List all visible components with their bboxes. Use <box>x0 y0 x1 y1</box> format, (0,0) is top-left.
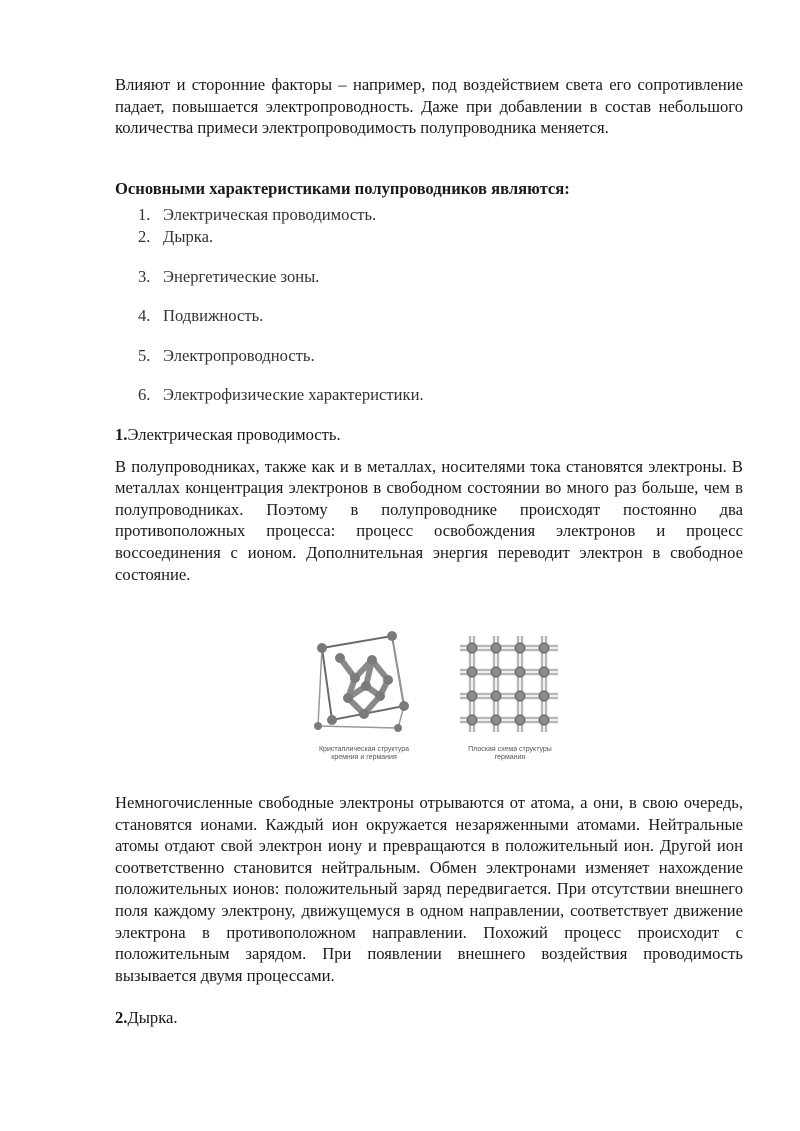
list-item-label: Электрическая проводимость. <box>163 205 377 225</box>
section2-heading <box>115 1007 743 1029</box>
list-item-number: 1. <box>138 205 151 225</box>
list-item-label: Дырка. <box>163 226 214 246</box>
section1-paragraph1: В полупроводниках, также как и в металлах, носителями тока становятся электроны. В металлах концентрация электронов в свободном состоянии во много раз больше, чем в полупроводниках. Поэтому в полупроводнике происходят постоянно два противоположных процесса: процесс освобождения электронов и процесс воссоединения с ионом. Дополнительная энергия переводит электрон в свободное состояние. <box>115 456 743 584</box>
section1-heading <box>115 424 743 446</box>
document-page-continued <box>115 792 743 1029</box>
list-item-number: 5. <box>138 345 151 365</box>
list-item <box>115 305 743 327</box>
document-page <box>115 74 743 585</box>
list-item <box>115 345 743 367</box>
list-item-number: 3. <box>138 266 151 286</box>
characteristics-heading: Основными характеристиками полупроводников являются: <box>115 178 570 198</box>
section1-number: 1. <box>115 424 128 444</box>
section1-paragraph2: Немногочисленные свободные электроны отрываются от атома, а они, в свою очередь, становятся ионами. Каждый ион окружается незаряженными атомами. Нейтральные атомы отдают свой электрон иону и превращаются в положительный ион. Другой ион соответственно становится нейтральным. Обмен электронами изменяет нахождение положительных ионов: положительный заряд передвигается. При отсутствии внешнего поля каждому электрону, движущемуся в одном направлении, соответствует движение электрона в противоположном направлении. Похожий процесс происходит с положительным зарядом. При появлении внешнего воздействия проводимость вызывается двумя процессами. <box>115 793 743 985</box>
section1-title: Электрическая проводимость. <box>127 424 341 444</box>
list-item-number: 2. <box>138 226 151 246</box>
section2-title: Дырка. <box>127 1008 178 1028</box>
section2-number: 2. <box>115 1008 128 1028</box>
characteristics-list <box>115 204 743 406</box>
crystal-structure-figure <box>300 628 570 768</box>
list-item <box>115 384 743 406</box>
list-item <box>115 266 743 288</box>
list-item-label: Подвижность. <box>163 306 264 326</box>
list-item-label: Электрофизические характеристики. <box>163 385 424 405</box>
list-item-label: Энергетические зоны. <box>163 266 320 286</box>
list-item-number: 6. <box>138 385 151 405</box>
intro-paragraph: Влияют и сторонние факторы – например, под воздействием света его сопротивление падает, повышается электропроводность. Даже при добавлении в состав небольшого количества примеси электропроводимость полупроводника меняется. <box>115 75 743 138</box>
list-item-label: Электропроводность. <box>163 345 315 365</box>
figure-caption-right: Плоская схема структуры германия <box>468 746 552 761</box>
list-item-number: 4. <box>138 306 151 326</box>
list-item <box>115 204 743 226</box>
figure-caption-left: Кристаллическая структура кремния и германия <box>318 746 410 761</box>
list-item <box>115 226 743 248</box>
